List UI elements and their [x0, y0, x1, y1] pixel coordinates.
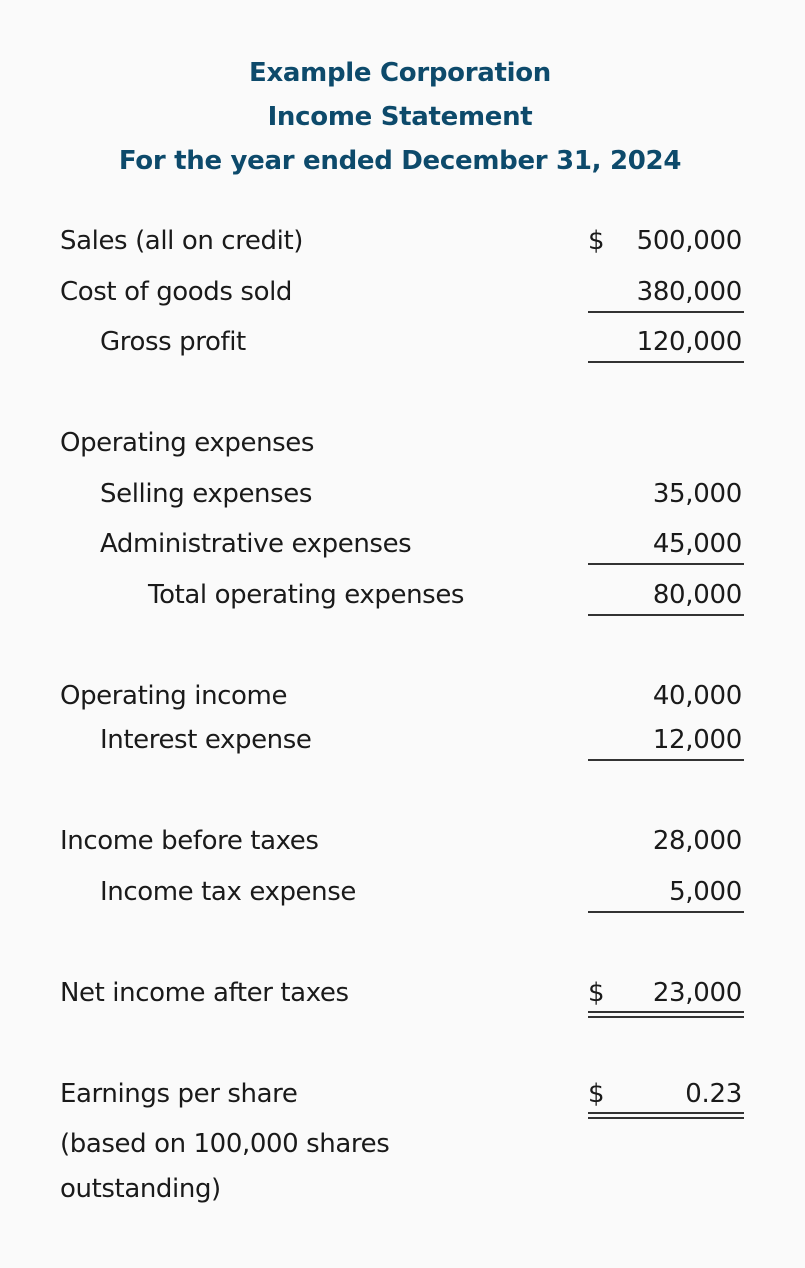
amount-cell	[588, 679, 744, 713]
amount-cell	[588, 578, 744, 612]
amount-value: 28,000	[652, 826, 742, 856]
row-net-income	[0, 976, 805, 1010]
double-underline	[588, 1112, 744, 1119]
amount-value: 12,000	[652, 725, 742, 755]
row-label: Income before taxes	[60, 826, 319, 856]
section-label: Operating expenses	[60, 428, 315, 458]
currency-symbol: $	[588, 1079, 605, 1109]
statement-period: For the year ended December 31, 2024	[118, 146, 682, 176]
amount-cell	[588, 875, 744, 909]
amount-cell	[588, 976, 744, 1010]
underline	[588, 361, 744, 363]
currency-symbol: $	[588, 978, 605, 1008]
row-label: Administrative expenses	[100, 529, 412, 559]
row-label: Interest expense	[100, 725, 312, 755]
row-operating-income	[0, 679, 805, 713]
amount-cell	[588, 824, 744, 858]
amount-value: 45,000	[652, 529, 742, 559]
row-label: Income tax expense	[100, 877, 356, 907]
amount-value: 120,000	[636, 327, 742, 357]
amount-cell	[588, 224, 744, 258]
amount-cell	[588, 325, 744, 359]
amount-value: 35,000	[652, 479, 742, 509]
amount-value: 23,000	[652, 978, 742, 1008]
company-name: Example Corporation	[249, 58, 551, 88]
amount-value: 40,000	[652, 681, 742, 711]
row-label: Total operating expenses	[148, 580, 465, 610]
row-label: Operating income	[60, 681, 288, 711]
row-eps-note-line-1	[0, 1127, 805, 1161]
currency-symbol: $	[588, 226, 605, 256]
underline	[588, 911, 744, 913]
amount-value: 0.23	[685, 1079, 742, 1109]
row-label: Selling expenses	[100, 479, 313, 509]
row-label: Earnings per share	[60, 1079, 298, 1109]
row-selling-expenses	[0, 477, 805, 511]
underline	[588, 311, 744, 313]
eps-note: (based on 100,000 shares	[60, 1129, 390, 1159]
row-administrative-expenses	[0, 527, 805, 561]
row-eps-note-line-2	[0, 1172, 805, 1206]
row-operating-expenses-header	[0, 426, 805, 460]
underline	[588, 759, 744, 761]
underline	[588, 563, 744, 565]
amount-cell	[588, 723, 744, 757]
eps-note: outstanding)	[60, 1174, 221, 1204]
amount-cell	[588, 1077, 744, 1111]
amount-value: 5,000	[669, 877, 742, 907]
statement-title: Income Statement	[267, 102, 533, 132]
row-sales	[0, 224, 805, 258]
row-cost-of-goods-sold	[0, 275, 805, 309]
row-earnings-per-share	[0, 1077, 805, 1111]
double-underline	[588, 1011, 744, 1018]
row-label: Sales (all on credit)	[60, 226, 303, 256]
row-income-tax-expense	[0, 875, 805, 909]
row-label: Gross profit	[100, 327, 246, 357]
row-label: Cost of goods sold	[60, 277, 293, 307]
row-income-before-taxes	[0, 824, 805, 858]
row-label: Net income after taxes	[60, 978, 349, 1008]
amount-cell	[588, 527, 744, 561]
row-interest-expense	[0, 723, 805, 757]
amount-value: 380,000	[636, 277, 742, 307]
amount-value: 80,000	[652, 580, 742, 610]
row-gross-profit	[0, 325, 805, 359]
amount-value: 500,000	[636, 226, 742, 256]
amount-cell	[588, 275, 744, 309]
amount-cell	[588, 477, 744, 511]
row-total-operating-expenses	[0, 578, 805, 612]
underline	[588, 614, 744, 616]
